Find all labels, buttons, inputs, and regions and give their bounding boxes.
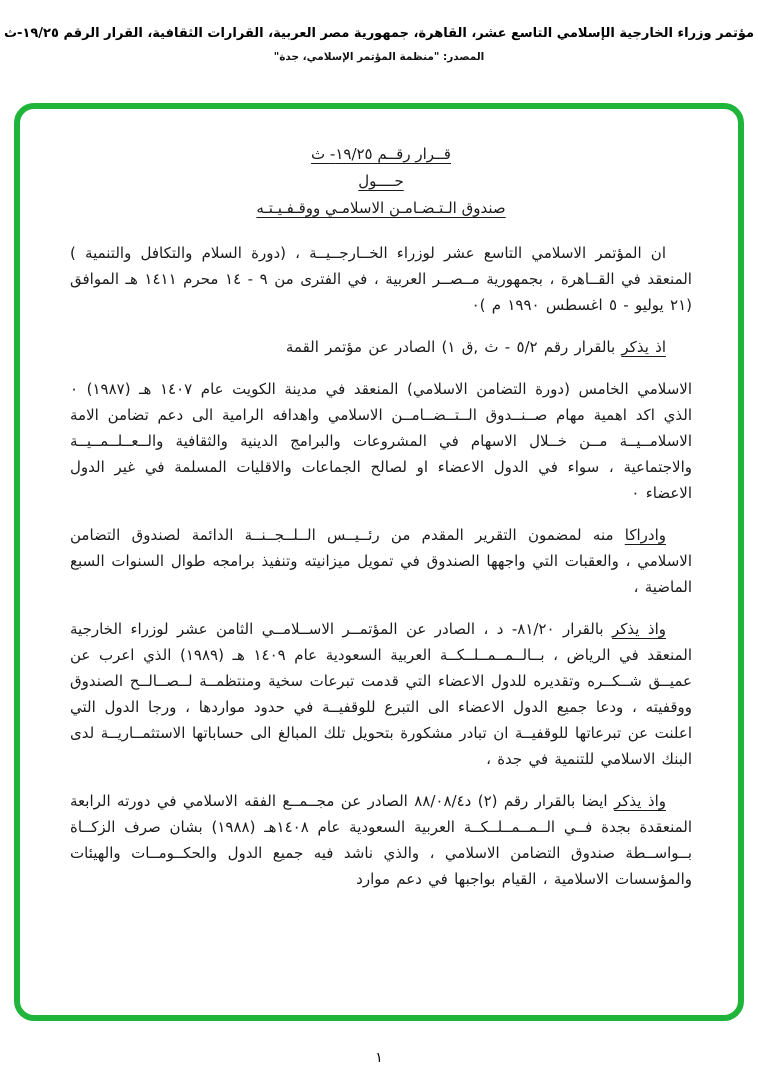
paragraph-aware-of-report <box>70 522 692 600</box>
paragraph-text: ان المؤتمر الاسلامي التاسع عشر لوزراء الخــارجــيــة ، (دورة السلام والتكافل والتنمية ) المنعقد في القــاهرة ، بجمهورية مــصــر العربية ، في الفترى من ٩ - ١٤ محرم ١٤١١ هـ الموافق (٢١ يوليو - ٥ اغسطس ١٩٩٠ م )٠ <box>70 244 692 314</box>
resolution-subject-title: صندوق الـتـضـامـن الاسلامـي ووقـفـيـتـه <box>256 199 506 217</box>
paragraph-recalling-summit <box>70 334 692 360</box>
resolution-about-title: حــــول <box>358 172 404 190</box>
paragraph-recalling-icfm18 <box>70 616 692 772</box>
paragraph-lead: وادراكا <box>624 526 666 544</box>
document-body <box>20 109 738 892</box>
paragraph-text: بالقرار رقم ٥/٢ - ث ,ق ١) الصادر عن مؤتمر القمة <box>285 338 622 356</box>
paragraph-text: ايضا بالقرار رقم (٢) د٨٨/٠٨/٤ الصادر عن مجــمــع الفقه الاسلامي في دورته الرابعة المنعقدة بجدة فــي الــمــمــلــكــة العربية السعودية عام ١٤٠٨هـ (١٩٨٨) بشان صرف الزكــاة بــواســطة صندوق التضامن الاسلامي ، والذي ناشد فيه جميع الدول والحكــومــات والهيئات والمؤسسات الاسلامية ، القيام بواجبها في دعم موارد <box>70 792 693 888</box>
header-citation: مؤتمر وزراء الخارجية الإسلامي التاسع عشر، القاهرة، جمهورية مصر العربية، القرارات الثقافية، القرار الرقم ١٩/٢٥-ث <box>3 26 755 41</box>
paragraph-text: منه لمضمون التقرير المقدم من رئــيــس الــلــجــنــة الدائمة لصندوق التضامن الاسلامي ، والعقبات التي واجهها الصندوق في تمويل ميزانيته وتنفيذ برامجه طوال السنوات السبع الماضية ، <box>70 526 692 596</box>
resolution-number-title: قــرار رقــم ١٩/٢٥- ث <box>311 145 451 163</box>
paragraph-text: بالقرار ٨١/٢٠- د ، الصادر عن المؤتمــر الاســلامــي الثامن عشر لوزراء الخارجية المنعقد في الرياض ، بــالــمــمــلــكــة العربية السعودية عام ١٤٠٩ هـ (١٩٨٩) الذي اعرب عن عميــق شــكــره وتقديره للدول الاعضاء التي قدمت تبرعات سخية ومنتظمــة لــصــالــح الصندوق ووقفيته ، ودعا جميع الدول الاعضاء الى التبرع للوقفيــة في حدود مواردها ، ورجا الدول التي اعلنت عن تبرعاتها للوقفيــة ان تبادر مشكورة بتحويل تلك المبالغ الى حساباتها الاستثمــاريــة لدى البنك الاسلامي للتنمية في جدة ، <box>70 620 692 768</box>
paragraph-text: الاسلامي الخامس (دورة التضامن الاسلامي) المنعقد في مدينة الكويت عام ١٤٠٧ هـ (١٩٨٧) ٠ الذي اكد اهمية مهام صــنــدوق الــتــضــامــن الاسلامي واهدافه الرامية الى دعم تضامن الامة الاسلامــيــة مــن خــلال الاسهام في المشروعات والبرامج الدينية والثقافية والــعــلــمــيــة والاجتماعية ، سواء في الدول الاعضاء او لصالح الجماعات والاقليات المسلمة في غير الدول الاعضاء ٠ <box>70 380 692 502</box>
resolution-title-block <box>70 141 692 222</box>
document-header <box>0 26 758 63</box>
paragraph-lead: واذ يذكر <box>614 792 666 810</box>
header-source: المصدر: "منظمة المؤتمر الإسلامي، جدة" <box>273 51 485 63</box>
paragraph-lead: واذ يذكر <box>612 620 666 638</box>
paragraph-summit-continued <box>70 376 692 506</box>
paragraph-lead: اذ يذكر <box>621 338 666 356</box>
paragraph-recalling-fiqh-academy <box>70 788 692 892</box>
page-number: ١ <box>375 1050 383 1066</box>
document-frame <box>14 103 744 1021</box>
paragraph-preamble <box>70 240 692 318</box>
